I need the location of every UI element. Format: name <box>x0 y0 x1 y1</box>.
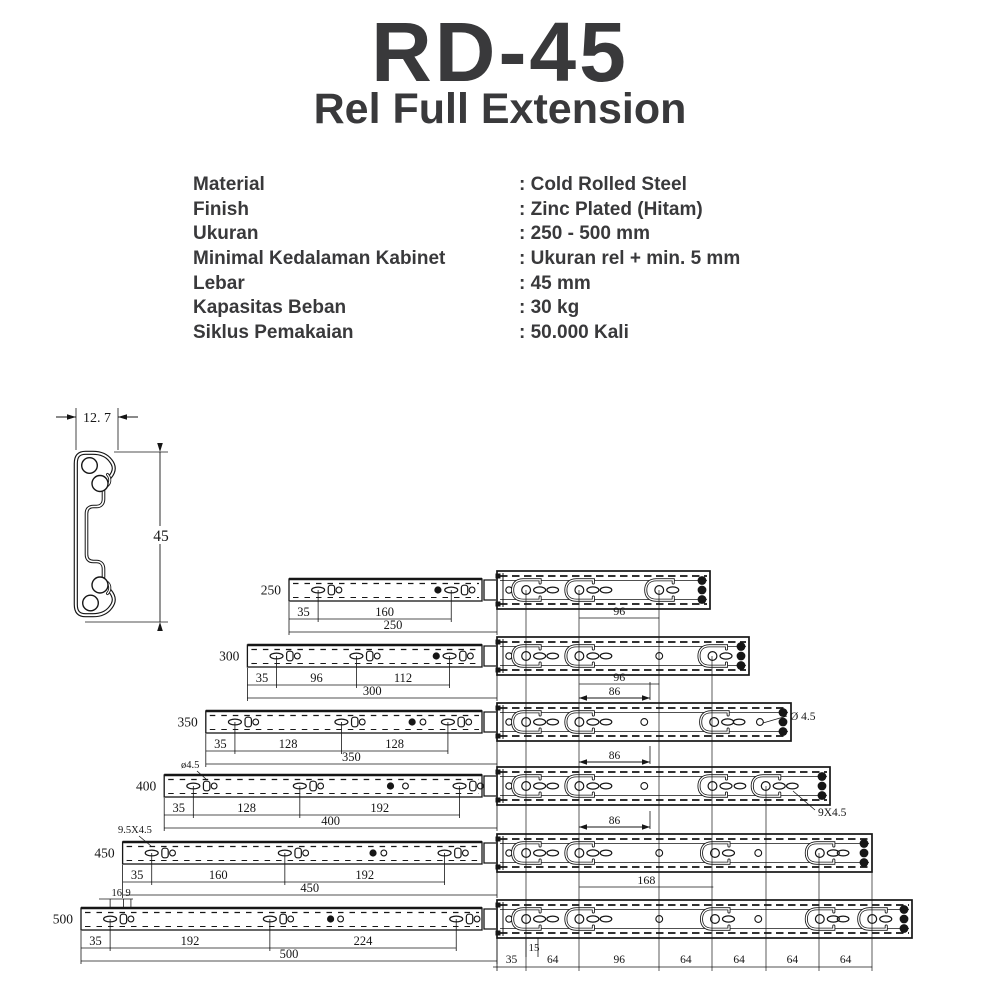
svg-text:300: 300 <box>362 684 382 698</box>
svg-text:12. 7: 12. 7 <box>83 411 111 426</box>
svg-text:160: 160 <box>208 868 228 882</box>
spec-value: : 50.000 Kali <box>519 322 629 344</box>
svg-text:35: 35 <box>172 801 186 815</box>
svg-text:Ø 4.5: Ø 4.5 <box>790 711 816 723</box>
spec-value: : 30 kg <box>519 297 580 319</box>
svg-text:64: 64 <box>733 954 745 966</box>
svg-text:160: 160 <box>375 605 395 619</box>
svg-text:450: 450 <box>94 845 115 861</box>
svg-text:35: 35 <box>89 934 102 948</box>
svg-text:35: 35 <box>214 737 227 751</box>
spec-label: Material <box>193 174 265 195</box>
svg-text:9.5X4.5: 9.5X4.5 <box>118 825 152 836</box>
slide-row-300 <box>219 637 749 701</box>
svg-text:500: 500 <box>279 947 299 961</box>
spec-value: : Cold Rolled Steel <box>519 174 687 195</box>
svg-text:35: 35 <box>297 605 310 619</box>
spec-value: : Ukuran rel + min. 5 mm <box>519 248 741 270</box>
svg-text:112: 112 <box>393 671 413 685</box>
cross-section <box>56 408 173 631</box>
svg-text:64: 64 <box>680 954 692 966</box>
spec-value: : 250 - 500 mm <box>519 223 650 245</box>
spec-label: Lebar <box>193 272 245 294</box>
svg-text:350: 350 <box>177 714 198 730</box>
svg-text:192: 192 <box>355 868 375 882</box>
spec-label: Kapasitas Beban <box>193 297 347 319</box>
spec-label: Siklus Pemakaian <box>193 322 354 344</box>
svg-text:35: 35 <box>505 954 518 966</box>
svg-text:96: 96 <box>613 670 626 684</box>
slide-row-400 <box>136 760 847 831</box>
slide-row-500 <box>53 888 912 964</box>
svg-text:16: 16 <box>111 888 123 899</box>
svg-text:64: 64 <box>546 954 559 966</box>
svg-text:15: 15 <box>528 942 540 954</box>
slide-row-450 <box>94 825 872 898</box>
svg-text:250: 250 <box>260 582 281 598</box>
spec-value: : Zinc Plated (Hitam) <box>519 198 703 220</box>
spec-value: : 45 mm <box>519 272 591 294</box>
bottom-dimension-chain <box>493 938 872 971</box>
svg-text:ø4.5: ø4.5 <box>181 760 200 771</box>
svg-text:128: 128 <box>278 737 298 751</box>
svg-text:192: 192 <box>370 801 390 815</box>
spec-label: Ukuran <box>193 223 259 245</box>
svg-text:86: 86 <box>608 686 621 698</box>
svg-text:224: 224 <box>353 934 373 948</box>
slide-row-350 <box>178 703 816 767</box>
svg-text:9: 9 <box>125 888 131 899</box>
slide-rows <box>53 571 912 964</box>
svg-text:128: 128 <box>385 737 405 751</box>
svg-text:9X4.5: 9X4.5 <box>818 807 847 819</box>
svg-text:168: 168 <box>637 873 656 887</box>
svg-text:500: 500 <box>52 911 73 927</box>
svg-text:35: 35 <box>130 868 144 882</box>
svg-text:128: 128 <box>237 801 256 815</box>
page-subtitle: Rel Full Extension <box>313 85 687 133</box>
svg-text:300: 300 <box>219 648 240 664</box>
svg-text:86: 86 <box>608 750 621 762</box>
svg-text:96: 96 <box>613 604 626 618</box>
svg-text:96: 96 <box>613 954 626 966</box>
svg-text:64: 64 <box>786 954 799 966</box>
svg-text:35: 35 <box>255 671 269 685</box>
svg-text:250: 250 <box>383 618 403 632</box>
svg-text:45: 45 <box>153 528 169 545</box>
svg-text:350: 350 <box>342 750 361 764</box>
svg-text:86: 86 <box>608 815 621 827</box>
spec-label: Minimal Kedalaman Kabinet <box>193 248 446 270</box>
slide-row-250 <box>261 571 710 635</box>
svg-text:450: 450 <box>300 881 320 895</box>
svg-text:400: 400 <box>135 778 157 794</box>
svg-text:96: 96 <box>310 671 323 685</box>
page-title: RD-45 <box>371 5 629 99</box>
svg-text:64: 64 <box>839 954 852 966</box>
spec-label: Finish <box>193 198 249 220</box>
svg-text:192: 192 <box>180 934 200 948</box>
svg-text:400: 400 <box>321 814 340 828</box>
